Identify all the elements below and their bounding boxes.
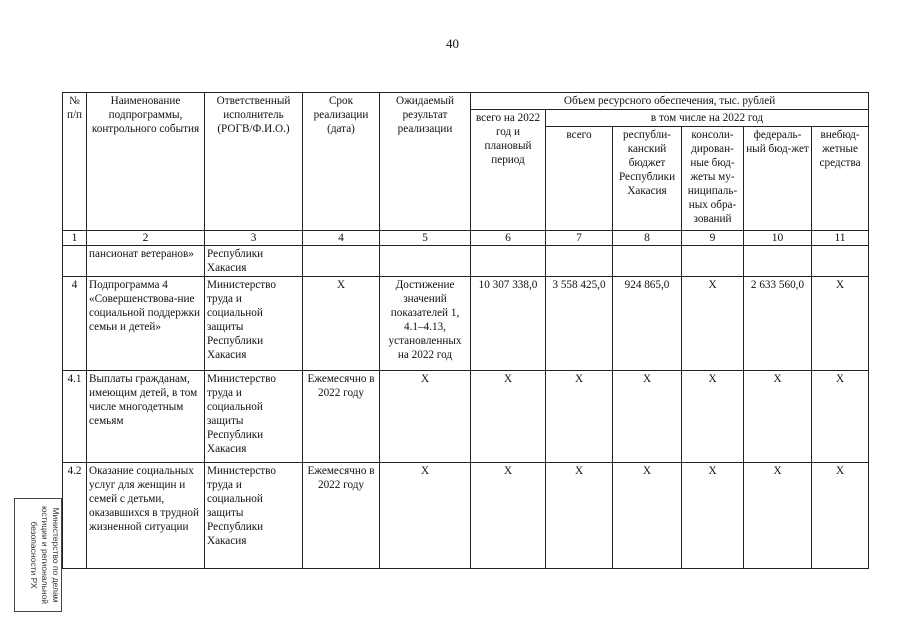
page-number: 40 <box>446 36 459 51</box>
row-no: 4 <box>63 277 87 371</box>
row-col11 <box>812 246 869 277</box>
col-number: 8 <box>613 231 682 246</box>
row-col7: Х <box>546 371 613 463</box>
row-col10 <box>744 246 812 277</box>
header-sub-federal: федераль-ный бюд-жет <box>744 127 812 231</box>
col-number: 3 <box>205 231 303 246</box>
row-executor: Министерство труда и социальной защиты Республики Хакасия <box>205 371 303 463</box>
row-col9: Х <box>682 463 744 569</box>
row-col9 <box>682 246 744 277</box>
header-result: Ожидаемый результат реализации <box>380 93 471 231</box>
row-result: Х <box>380 371 471 463</box>
row-col8: 924 865,0 <box>613 277 682 371</box>
row-result <box>380 246 471 277</box>
row-name: Выплаты гражданам, имеющим детей, в том числе многодетным семьям <box>87 371 205 463</box>
row-executor: Республики Хакасия <box>205 246 303 277</box>
row-executor: Министерство труда и социальной защиты Республики Хакасия <box>205 277 303 371</box>
col-number: 10 <box>744 231 812 246</box>
col-number: 2 <box>87 231 205 246</box>
row-name: Оказание социальных услуг для женщин и семей с детьми, оказавшихся в трудной жизненной ситуации <box>87 463 205 569</box>
row-col8 <box>613 246 682 277</box>
row-result: Х <box>380 463 471 569</box>
row-term: Х <box>303 277 380 371</box>
table-row <box>63 371 869 463</box>
header-executor: Ответственный исполнитель (РОГВ/Ф.И.О.) <box>205 93 303 231</box>
row-term: Ежемесячно в 2022 году <box>303 371 380 463</box>
col-number: 7 <box>546 231 613 246</box>
row-result: Достижение значений показателей 1, 4.1–4.13, установленных на 2022 год <box>380 277 471 371</box>
row-col10: 2 633 560,0 <box>744 277 812 371</box>
header-total-period: всего на 2022 год и плановый период <box>471 110 546 231</box>
row-term <box>303 246 380 277</box>
row-col11: Х <box>812 463 869 569</box>
col-number: 11 <box>812 231 869 246</box>
row-col9: Х <box>682 277 744 371</box>
row-total: 10 307 338,0 <box>471 277 546 371</box>
row-total <box>471 246 546 277</box>
row-term: Ежемесячно в 2022 году <box>303 463 380 569</box>
table-row <box>63 463 869 569</box>
row-col10: Х <box>744 371 812 463</box>
stamp-line: Министерство по делам <box>51 507 61 603</box>
row-no <box>63 246 87 277</box>
table-row <box>63 277 869 371</box>
row-col8: Х <box>613 371 682 463</box>
stamp-line: безопасности РХ <box>29 521 39 589</box>
row-col9: Х <box>682 371 744 463</box>
header-volume: Объем ресурсного обеспечения, тыс. рублей <box>471 93 869 110</box>
row-name: Подпрограмма 4 «Совершенствова-ние социальной поддержки семьи и детей» <box>87 277 205 371</box>
row-col7: Х <box>546 463 613 569</box>
row-no: 4.1 <box>63 371 87 463</box>
row-col7: 3 558 425,0 <box>546 277 613 371</box>
header-term: Срок реализации (дата) <box>303 93 380 231</box>
resource-table <box>62 92 869 569</box>
header-sub-extra: внебюд-жетные средства <box>812 127 869 231</box>
header-name: Наименование подпрограммы, контрольного события <box>87 93 205 231</box>
row-col11: Х <box>812 371 869 463</box>
row-total: Х <box>471 371 546 463</box>
row-no: 4.2 <box>63 463 87 569</box>
row-col11: Х <box>812 277 869 371</box>
header-incl-2022: в том числе на 2022 год <box>546 110 869 127</box>
header-sub-total: всего <box>546 127 613 231</box>
col-number: 5 <box>380 231 471 246</box>
col-number: 9 <box>682 231 744 246</box>
header-row-1 <box>63 93 869 110</box>
row-col8: Х <box>613 463 682 569</box>
ministry-stamp <box>14 498 62 612</box>
row-col10: Х <box>744 463 812 569</box>
header-sub-republic: республи-канский бюджет Республики Хакасия <box>613 127 682 231</box>
row-col7 <box>546 246 613 277</box>
header-sub-consolidated: консоли-дирован-ные бюд-жеты му-ниципаль-ных обра-зований <box>682 127 744 231</box>
row-executor: Министерство труда и социальной защиты Республики Хакасия <box>205 463 303 569</box>
stamp-line: юстиции и региональной <box>40 505 50 605</box>
column-numbers-row <box>63 231 869 246</box>
header-no: № п/п <box>63 93 87 231</box>
stamp-text <box>15 502 61 608</box>
table-row <box>63 246 869 277</box>
row-total: Х <box>471 463 546 569</box>
col-number: 4 <box>303 231 380 246</box>
col-number: 1 <box>63 231 87 246</box>
col-number: 6 <box>471 231 546 246</box>
row-name: пансионат ветеранов» <box>87 246 205 277</box>
